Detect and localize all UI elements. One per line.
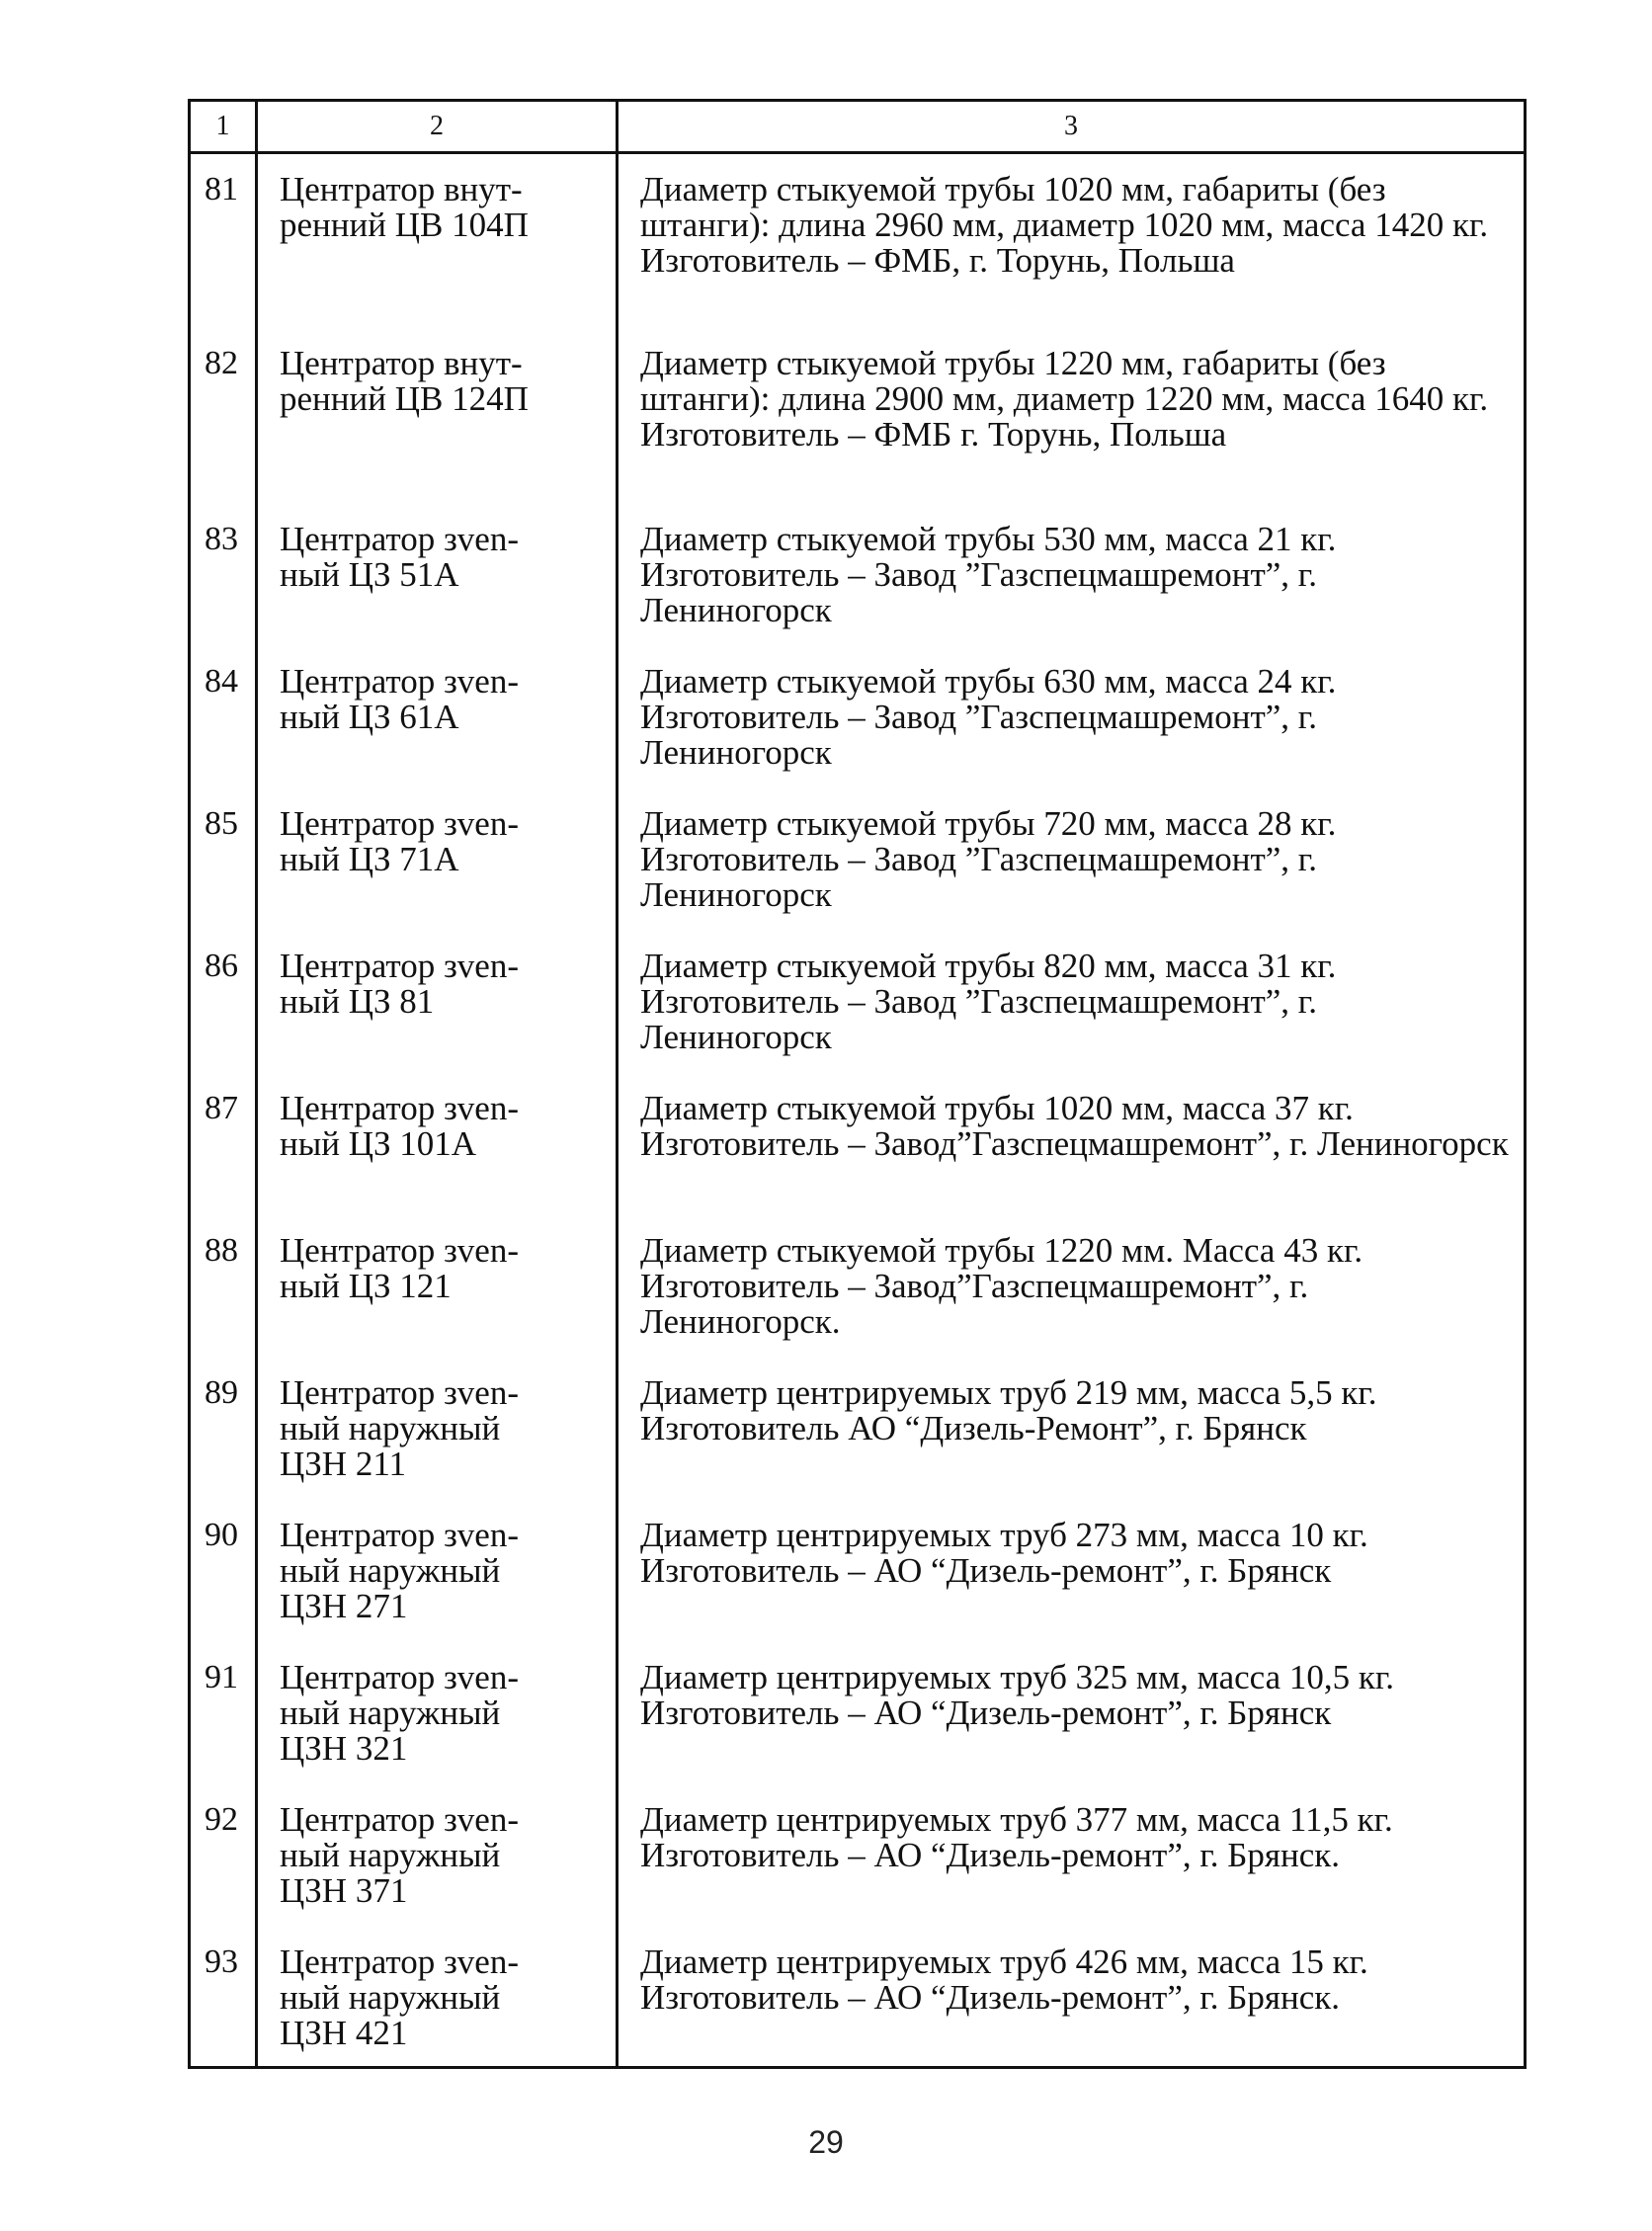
row-number: 83 [190, 504, 257, 646]
equipment-description: Диаметр центрируемых труб 273 мм, масса 10 кг. Изготовитель – АО “Дизель-ремонт”, г. Брянск [618, 1500, 1526, 1642]
table-row [190, 1784, 1526, 1927]
equipment-description: Диаметр стыкуемой трубы 1220 мм. Масса 43 кг. Изготовитель – Завод”Газспецмашремонт”, г. Лениногорск. [618, 1215, 1526, 1358]
table-row [190, 153, 1526, 328]
row-number: 89 [190, 1358, 257, 1500]
row-number: 84 [190, 646, 257, 788]
table-row [190, 1927, 1526, 2068]
equipment-name: Центратор зven- ный ЦЗ 61А [257, 646, 618, 788]
equipment-name: Центратор внут- ренний ЦВ 124П [257, 328, 618, 504]
equipment-name: Центратор зven- ный ЦЗ 101А [257, 1073, 618, 1215]
table-row [190, 1073, 1526, 1215]
row-number: 82 [190, 328, 257, 504]
table-row [190, 646, 1526, 788]
header-col-3: 3 [618, 101, 1526, 153]
header-col-1: 1 [190, 101, 257, 153]
equipment-name: Центратор зven- ный наружный ЦЗН 421 [257, 1927, 618, 2068]
row-number: 86 [190, 931, 257, 1073]
row-number: 88 [190, 1215, 257, 1358]
equipment-description: Диаметр стыкуемой трубы 720 мм, масса 28 кг. Изготовитель – Завод ”Газспецмашремонт”, г. Лениногорск [618, 788, 1526, 931]
table-row [190, 931, 1526, 1073]
equipment-name: Центратор зven- ный наружный ЦЗН 371 [257, 1784, 618, 1927]
equipment-description: Диаметр стыкуемой трубы 530 мм, масса 21 кг. Изготовитель – Завод ”Газспецмашремонт”, г. Лениногорск [618, 504, 1526, 646]
table-row [190, 328, 1526, 504]
equipment-name: Центратор зven- ный ЦЗ 71А [257, 788, 618, 931]
equipment-description: Диаметр центрируемых труб 219 мм, масса 5,5 кг. Изготовитель АО “Дизель-Ремонт”, г. Брянск [618, 1358, 1526, 1500]
equipment-description: Диаметр стыкуемой трубы 1020 мм, габариты (без штанги): длина 2960 мм, диаметр 1020 мм, масса 1420 кг. Изготовитель – ФМБ, г. Торунь, Польша [618, 153, 1526, 328]
equipment-name: Центратор зven- ный наружный ЦЗН 271 [257, 1500, 618, 1642]
equipment-description: Диаметр стыкуемой трубы 1220 мм, габариты (без штанги): длина 2900 мм, диаметр 1220 мм, масса 1640 кг. Изготовитель – ФМБ г. Торунь, Польша [618, 328, 1526, 504]
table-row [190, 1358, 1526, 1500]
equipment-description: Диаметр стыкуемой трубы 1020 мм, масса 37 кг. Изготовитель – Завод”Газспецмашремонт”, г. Лениногорск [618, 1073, 1526, 1215]
row-number: 81 [190, 153, 257, 328]
equipment-description: Диаметр стыкуемой трубы 820 мм, масса 31 кг. Изготовитель – Завод ”Газспецмашремонт”, г. Лениногорск [618, 931, 1526, 1073]
equipment-description: Диаметр центрируемых труб 426 мм, масса 15 кг. Изготовитель – АО “Дизель-ремонт”, г. Брянск. [618, 1927, 1526, 2068]
row-number: 85 [190, 788, 257, 931]
equipment-table [188, 99, 1527, 2069]
equipment-name: Центратор зven- ный ЦЗ 121 [257, 1215, 618, 1358]
equipment-description: Диаметр центрируемых труб 325 мм, масса 10,5 кг. Изготовитель – АО “Дизель-ремонт”, г. Брянск [618, 1642, 1526, 1784]
equipment-name: Центратор зven- ный наружный ЦЗН 211 [257, 1358, 618, 1500]
header-row [190, 101, 1526, 153]
equipment-name: Центратор зven- ный ЦЗ 81 [257, 931, 618, 1073]
table-row [190, 788, 1526, 931]
equipment-name: Центратор зven- ный наружный ЦЗН 321 [257, 1642, 618, 1784]
row-number: 92 [190, 1784, 257, 1927]
table-row [190, 504, 1526, 646]
table-row [190, 1500, 1526, 1642]
table-row [190, 1642, 1526, 1784]
equipment-name: Центратор внут- ренний ЦВ 104П [257, 153, 618, 328]
equipment-description: Диаметр стыкуемой трубы 630 мм, масса 24 кг. Изготовитель – Завод ”Газспецмашремонт”, г. Лениногорск [618, 646, 1526, 788]
table-row [190, 1215, 1526, 1358]
row-number: 90 [190, 1500, 257, 1642]
page-number: 29 [808, 2124, 844, 2160]
row-number: 87 [190, 1073, 257, 1215]
equipment-description: Диаметр центрируемых труб 377 мм, масса 11,5 кг. Изготовитель – АО “Дизель-ремонт”, г. Брянск. [618, 1784, 1526, 1927]
header-col-2: 2 [257, 101, 618, 153]
row-number: 91 [190, 1642, 257, 1784]
row-number: 93 [190, 1927, 257, 2068]
equipment-name: Центратор зven- ный ЦЗ 51А [257, 504, 618, 646]
